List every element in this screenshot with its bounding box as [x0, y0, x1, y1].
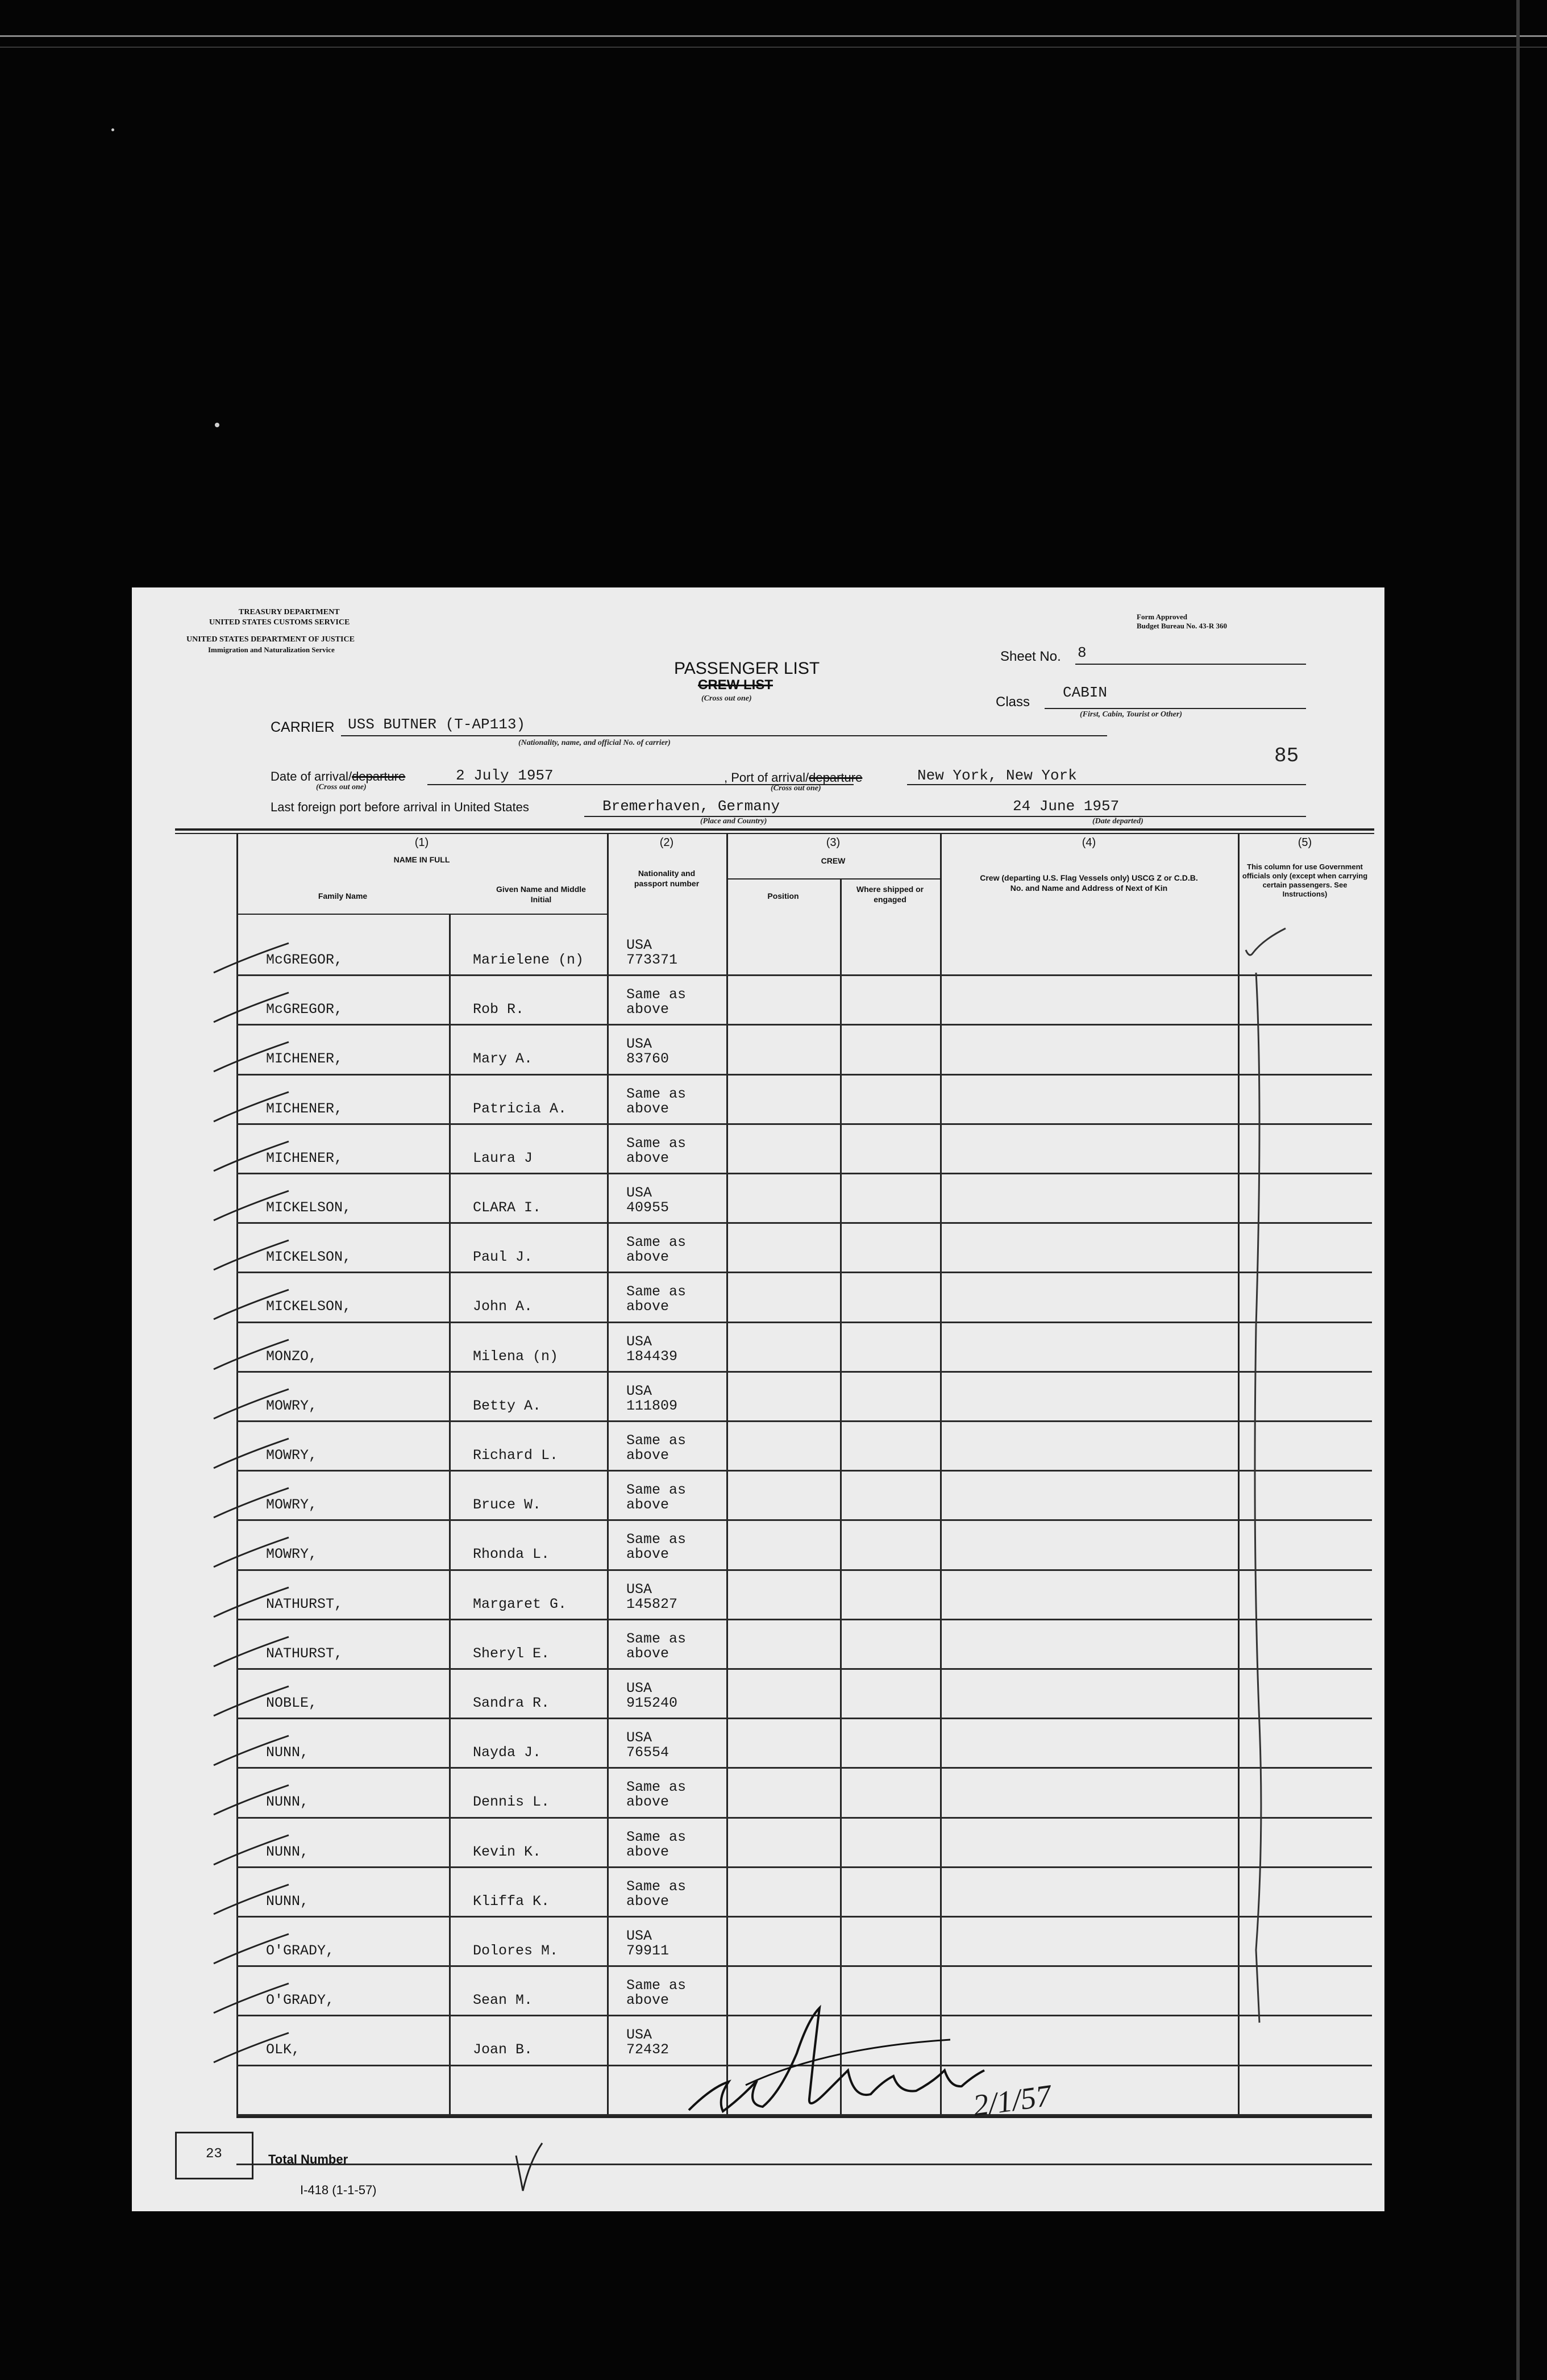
passport-number: above: [626, 1447, 669, 1464]
family-name: MICKELSON,: [266, 1249, 352, 1266]
port-arrival-value: New York, New York: [917, 767, 1077, 784]
crew-list-struck: CREW LIST: [698, 677, 773, 693]
nationality: USA: [626, 1680, 652, 1697]
passport-number: 184439: [626, 1348, 678, 1365]
port-arrival-note: (Cross out one): [771, 784, 821, 793]
film-top-edge-shadow: [0, 47, 1547, 48]
col5-number: (5): [1298, 836, 1312, 849]
family-name: OLK,: [266, 2041, 301, 2058]
nationality: Same as: [626, 1234, 687, 1251]
nationality: Same as: [626, 1630, 687, 1647]
bottom-check-mark: [516, 2143, 542, 2191]
annotation-marks: [132, 587, 1384, 2211]
passport-number: above: [626, 1893, 669, 1910]
class-note: (First, Cabin, Tourist or Other): [1080, 710, 1182, 719]
total-number-label: Total Number: [268, 2152, 348, 2166]
nationality: Same as: [626, 1779, 687, 1796]
family-name: O'GRADY,: [266, 1943, 335, 1959]
given-name: Paul J.: [473, 1249, 533, 1266]
family-name: McGREGOR,: [266, 1001, 343, 1018]
nationality: Same as: [626, 1878, 687, 1895]
passport-number: 145827: [626, 1595, 678, 1612]
given-name: Kliffa K.: [473, 1893, 550, 1910]
date-arrival-note: (Cross out one): [316, 783, 367, 791]
passport-number: above: [626, 1001, 669, 1018]
col3-number: (3): [826, 836, 841, 849]
form-approved: Form Approved: [1137, 612, 1187, 621]
family-name: NUNN,: [266, 1843, 309, 1860]
given-name: Mary A.: [473, 1051, 533, 1068]
passport-number: above: [626, 1546, 669, 1563]
nationality: Same as: [626, 1977, 687, 1994]
col1a-title: Family Name: [318, 891, 368, 901]
nationality: Same as: [626, 1135, 687, 1152]
family-name: NUNN,: [266, 1794, 309, 1811]
given-name: Dolores M.: [473, 1943, 559, 1959]
given-name: Margaret G.: [473, 1595, 567, 1612]
passport-number: above: [626, 1645, 669, 1662]
passport-number: 76554: [626, 1744, 669, 1761]
passport-number: above: [626, 1249, 669, 1266]
passport-number: above: [626, 1100, 669, 1117]
passport-number: above: [626, 1149, 669, 1166]
title-note: (Cross out one): [701, 694, 752, 703]
agency-line-2: UNITED STATES CUSTOMS SERVICE: [209, 618, 350, 627]
passport-number: 915240: [626, 1695, 678, 1711]
passport-number: above: [626, 1298, 669, 1315]
class-label: Class: [996, 694, 1030, 710]
col4-number: (4): [1082, 836, 1096, 849]
family-name: O'GRADY,: [266, 1992, 335, 2009]
col2-title: Nationality and passport number: [634, 869, 700, 888]
given-name: Milena (n): [473, 1348, 559, 1365]
carrier-value: USS BUTNER (T-AP113): [348, 716, 526, 733]
given-name: Sheryl E.: [473, 1645, 550, 1662]
family-name: MOWRY,: [266, 1497, 318, 1514]
carrier-note: (Nationality, name, and official No. of carrier): [518, 739, 671, 747]
family-name: NOBLE,: [266, 1695, 318, 1711]
nationality: Same as: [626, 1283, 687, 1301]
given-name: Bruce W.: [473, 1497, 542, 1514]
film-top-edge: [0, 35, 1547, 37]
agency-line-4: Immigration and Naturalization Service: [208, 645, 335, 654]
given-name: Dennis L.: [473, 1794, 550, 1811]
family-name: MOWRY,: [266, 1546, 318, 1563]
agency-line-1: TREASURY DEPARTMENT: [239, 608, 340, 616]
film-right-edge: [1516, 0, 1520, 2380]
nationality: USA: [626, 1382, 652, 1399]
nationality: Same as: [626, 1432, 687, 1449]
passport-number: 83760: [626, 1051, 669, 1068]
col3-title: CREW: [821, 856, 846, 865]
family-name: NATHURST,: [266, 1595, 343, 1612]
last-foreign-port-value: Bremerhaven, Germany: [602, 798, 780, 815]
sheet-number-label: Sheet No.: [1000, 649, 1061, 664]
given-name: Sean M.: [473, 1992, 533, 2009]
col1-number: (1): [414, 836, 429, 849]
family-name: NUNN,: [266, 1744, 309, 1761]
family-name: NATHURST,: [266, 1645, 343, 1662]
passport-number: 111809: [626, 1397, 678, 1414]
passport-number: above: [626, 1843, 669, 1860]
nationality: Same as: [626, 1482, 687, 1499]
last-foreign-port-note: (Place and Country): [700, 817, 767, 826]
date-departed-note: (Date departed): [1092, 817, 1143, 826]
port-arrival-label: , Port of arrival/departure: [724, 770, 863, 785]
given-name: Marielene (n): [473, 952, 584, 968]
budget-bureau-number: Budget Bureau No. 43-R 360: [1137, 622, 1228, 630]
passport-number: above: [626, 1794, 669, 1811]
family-name: MICHENER,: [266, 1100, 343, 1117]
family-name: MICHENER,: [266, 1149, 343, 1166]
film-speck: [111, 128, 114, 131]
given-name: Richard L.: [473, 1447, 559, 1464]
nationality: USA: [626, 1185, 652, 1201]
date-arrival-value: 2 July 1957: [456, 767, 554, 784]
nationality: USA: [626, 1928, 652, 1944]
family-name: MICKELSON,: [266, 1199, 352, 1216]
nationality: Same as: [626, 1531, 687, 1548]
given-name: Betty A.: [473, 1397, 542, 1414]
passport-number: above: [626, 1992, 669, 2009]
family-name: MONZO,: [266, 1348, 318, 1365]
nationality: Same as: [626, 986, 687, 1003]
film-speck: [215, 423, 219, 427]
given-name: Laura J: [473, 1149, 533, 1166]
nationality: Same as: [626, 1085, 687, 1102]
col5-vertical-stroke: [1255, 973, 1261, 2023]
nationality: USA: [626, 2027, 652, 2044]
family-name: MICKELSON,: [266, 1298, 352, 1315]
col4-title: Crew (departing U.S. Flag Vessels only) USCG Z or C.D.B. No. and Name and Address of Next of Kin: [980, 873, 1198, 893]
page-mark: 85: [1274, 744, 1299, 768]
sheet-number-value: 8: [1078, 644, 1087, 661]
form-number: I-418 (1-1-57): [300, 2183, 377, 2197]
given-name: Rob R.: [473, 1001, 525, 1018]
nationality: USA: [626, 1036, 652, 1053]
given-name: John A.: [473, 1298, 533, 1315]
col1b-title: Given Name and Middle Initial: [496, 885, 586, 904]
handwritten-date: 2/1/57: [971, 2078, 1054, 2123]
col3a-title: Position: [767, 891, 799, 901]
passport-number: 72432: [626, 2041, 669, 2058]
given-name: Patricia A.: [473, 1100, 567, 1117]
agency-line-3: UNITED STATES DEPARTMENT OF JUSTICE: [186, 635, 355, 644]
date-departed-value: 24 June 1957: [1013, 798, 1120, 815]
class-value: CABIN: [1063, 684, 1108, 701]
nationality: Same as: [626, 1828, 687, 1845]
family-name: NUNN,: [266, 1893, 309, 1910]
nationality: USA: [626, 1581, 652, 1598]
col2-number: (2): [659, 836, 674, 849]
family-name: MOWRY,: [266, 1447, 318, 1464]
col1-title: NAME IN FULL: [393, 855, 450, 864]
given-name: Joan B.: [473, 2041, 533, 2058]
form-title: PASSENGER LIST: [674, 659, 820, 678]
given-name: Kevin K.: [473, 1843, 542, 1860]
given-name: CLARA I.: [473, 1199, 542, 1216]
nationality: USA: [626, 1333, 652, 1350]
total-number-value: 23: [206, 2146, 222, 2162]
passport-number: 773371: [626, 952, 678, 968]
passport-number: 40955: [626, 1199, 669, 1216]
carrier-label: CARRIER: [271, 719, 335, 735]
last-foreign-port-label: Last foreign port before arrival in United States: [271, 800, 529, 814]
family-name: MOWRY,: [266, 1397, 318, 1414]
passport-number: 79911: [626, 1943, 669, 1959]
passport-number: above: [626, 1497, 669, 1514]
given-name: Rhonda L.: [473, 1546, 550, 1563]
col3b-title: Where shipped or engaged: [856, 885, 924, 904]
passenger-list-form: [132, 587, 1384, 2211]
nationality: USA: [626, 937, 652, 953]
nationality: USA: [626, 1729, 652, 1747]
col5-title: This column for use Government officials only (except when carrying certain passengers. See Instructions): [1242, 862, 1368, 898]
given-name: Sandra R.: [473, 1695, 550, 1711]
given-name: Nayda J.: [473, 1744, 542, 1761]
date-arrival-label: Date of arrival/departure: [271, 769, 406, 783]
family-name: McGREGOR,: [266, 952, 343, 968]
family-name: MICHENER,: [266, 1051, 343, 1068]
check-mark-col5: [1246, 928, 1286, 955]
